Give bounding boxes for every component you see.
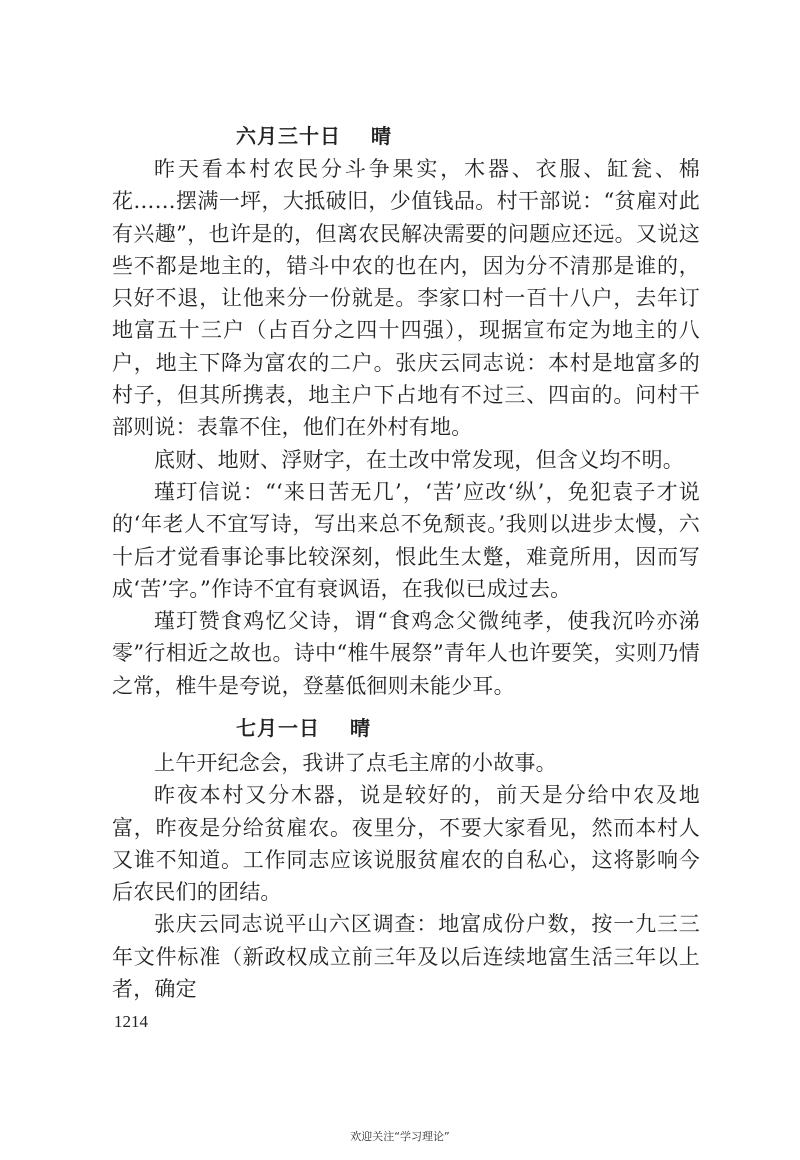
paragraph: 昨天看本村农民分斗争果实，木器、衣服、缸瓮、棉花……摆满一坪，大抵破旧，少值钱品。村干部说：“贫雇对此有兴趣”，也许是的，但离农民解决需要的问题应还远。又说这些不都是地主的，错斗中农的也在内，因为分不清那是谁的，只好不退，让他来分一份就是。李家口村一百十八户，去年订地富五十三户（占百分之四十四强），现据宣布定为地主的八户，地主下降为富农的二户。张庆云同志说：本村是地富多的村子，但其所携表，地主户下占地有不过三、四亩的。问村干部则说：表靠不住，他们在外村有地。: [112, 157, 700, 440]
entry-heading-july-1: [236, 712, 371, 741]
entry-date: 七月一日: [236, 716, 320, 740]
paragraph: 底财、地财、浮财字，在土改中常发现，但含义均不明。: [154, 447, 684, 472]
paragraph: 张庆云同志说平山六区调查：地富成份户数，按一九三三年文件标准（新政权成立前三年及以后连续地富生活三年以上者，确定: [112, 912, 700, 1002]
paragraph: 上午开纪念会，我讲了点毛主席的小故事。: [154, 751, 557, 775]
entry-heading-june-30: [236, 120, 392, 149]
entry-weather: 晴: [350, 716, 371, 740]
entry-body-july-1: [112, 747, 700, 1005]
entry-weather: 晴: [371, 124, 392, 148]
paragraph: 瑾玎信说：“‘来日苦无几’，‘苦’应改‘纵’，免犯袁子才说的‘年老人不宜写诗，写出来总不免颓丧。’我则以进步太慢，六十后才觉看事论事比较深刻，恨此生太蹩，难竟所用，因而写成‘苦’字。”作诗不宜有衰讽语，在我似已成过去。: [112, 479, 700, 601]
entry-date: 六月三十日: [236, 124, 341, 148]
paragraph: 昨夜本村又分木器，说是较好的，前天是分给中农及地富，昨夜是分给贫雇农。夜里分，不要大家看见，然而本村人又谁不知道。工作同志应该说服贫雇农的自私心，这将影响今后农民们的团结。: [112, 783, 700, 905]
page-number: 1214: [114, 1012, 148, 1031]
entry-body-june-30: [112, 153, 700, 702]
paragraph: 瑾玎赞食鸡忆父诗，谓“食鸡念父微纯孝，使我沉吟亦涕零”行相近之故也。诗中“椎牛展祭”青年人也许要笑，实则乃情之常，椎牛是夸说，登墓低徊则未能少耳。: [112, 609, 700, 698]
footer-watermark: 欢迎关注“学习理论”: [350, 1130, 450, 1143]
